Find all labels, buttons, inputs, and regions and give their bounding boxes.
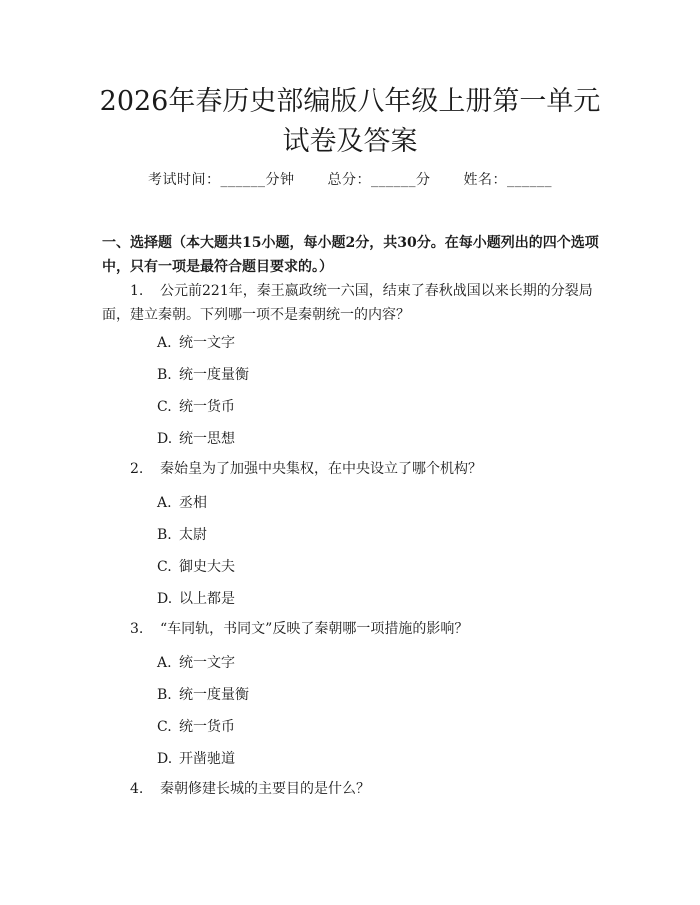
option-letter: B. (157, 367, 172, 383)
option-letter: C. (157, 719, 172, 735)
option-letter: A. (157, 655, 172, 671)
option-2c (157, 557, 235, 577)
option-1d (157, 429, 235, 449)
question-text: 秦始皇为了加强中央集权，在中央设立了哪个机构？ (160, 461, 482, 477)
option-letter: C. (157, 399, 172, 415)
question-number: 3. (130, 621, 144, 637)
option-letter: D. (157, 591, 173, 607)
question-1 (102, 279, 612, 327)
question-text: “车同轨，书同文”反映了秦朝哪一项措施的影响？ (160, 621, 469, 637)
exam-score: 总分：______分 (327, 172, 431, 188)
option-2d (157, 589, 235, 609)
option-text: 御史大夫 (179, 559, 235, 575)
option-text: 统一文字 (179, 655, 235, 671)
exam-meta (0, 169, 700, 189)
option-letter: D. (157, 431, 173, 447)
student-name: 姓名：______ (463, 172, 552, 188)
exam-time: 考试时间：______分钟 (148, 172, 295, 188)
option-3a (157, 653, 235, 673)
question-text: 秦朝修建长城的主要目的是什么？ (160, 781, 370, 797)
option-text: 丞相 (179, 495, 207, 511)
option-letter: B. (157, 527, 172, 543)
option-3c (157, 717, 235, 737)
question-number: 4. (130, 781, 144, 797)
option-text: 以上都是 (179, 591, 235, 607)
option-letter: B. (157, 687, 172, 703)
option-text: 统一思想 (179, 431, 235, 447)
option-letter: D. (157, 751, 173, 767)
option-2a (157, 493, 207, 513)
question-4 (102, 777, 612, 801)
option-letter: A. (157, 335, 172, 351)
option-text: 开凿驰道 (179, 751, 235, 767)
option-text: 统一货币 (179, 399, 235, 415)
question-text: 公元前221年，秦王嬴政统一六国，结束了春秋战国以来长期的分裂局面，建立秦朝。下列哪一项不是秦朝统一的内容？ (102, 283, 593, 323)
question-2 (102, 457, 612, 481)
option-1a (157, 333, 235, 353)
option-text: 统一度量衡 (179, 687, 249, 703)
page-title: 2026年春历史部编版八年级上册第一单元试卷及答案 (99, 86, 601, 157)
section-heading: 一、选择题（本大题共15小题，每小题2分，共30分。在每小题列出的四个选项中，只有一项是最符合题目要求的。） (102, 235, 599, 275)
option-text: 统一度量衡 (179, 367, 249, 383)
question-number: 1. (130, 283, 144, 299)
question-3 (102, 617, 612, 641)
option-3d (157, 749, 235, 769)
option-1b (157, 365, 249, 385)
option-letter: A. (157, 495, 172, 511)
option-text: 太尉 (179, 527, 207, 543)
option-1c (157, 397, 235, 417)
question-number: 2. (130, 461, 144, 477)
option-text: 统一货币 (179, 719, 235, 735)
option-letter: C. (157, 559, 172, 575)
option-text: 统一文字 (179, 335, 235, 351)
option-3b (157, 685, 249, 705)
option-2b (157, 525, 207, 545)
